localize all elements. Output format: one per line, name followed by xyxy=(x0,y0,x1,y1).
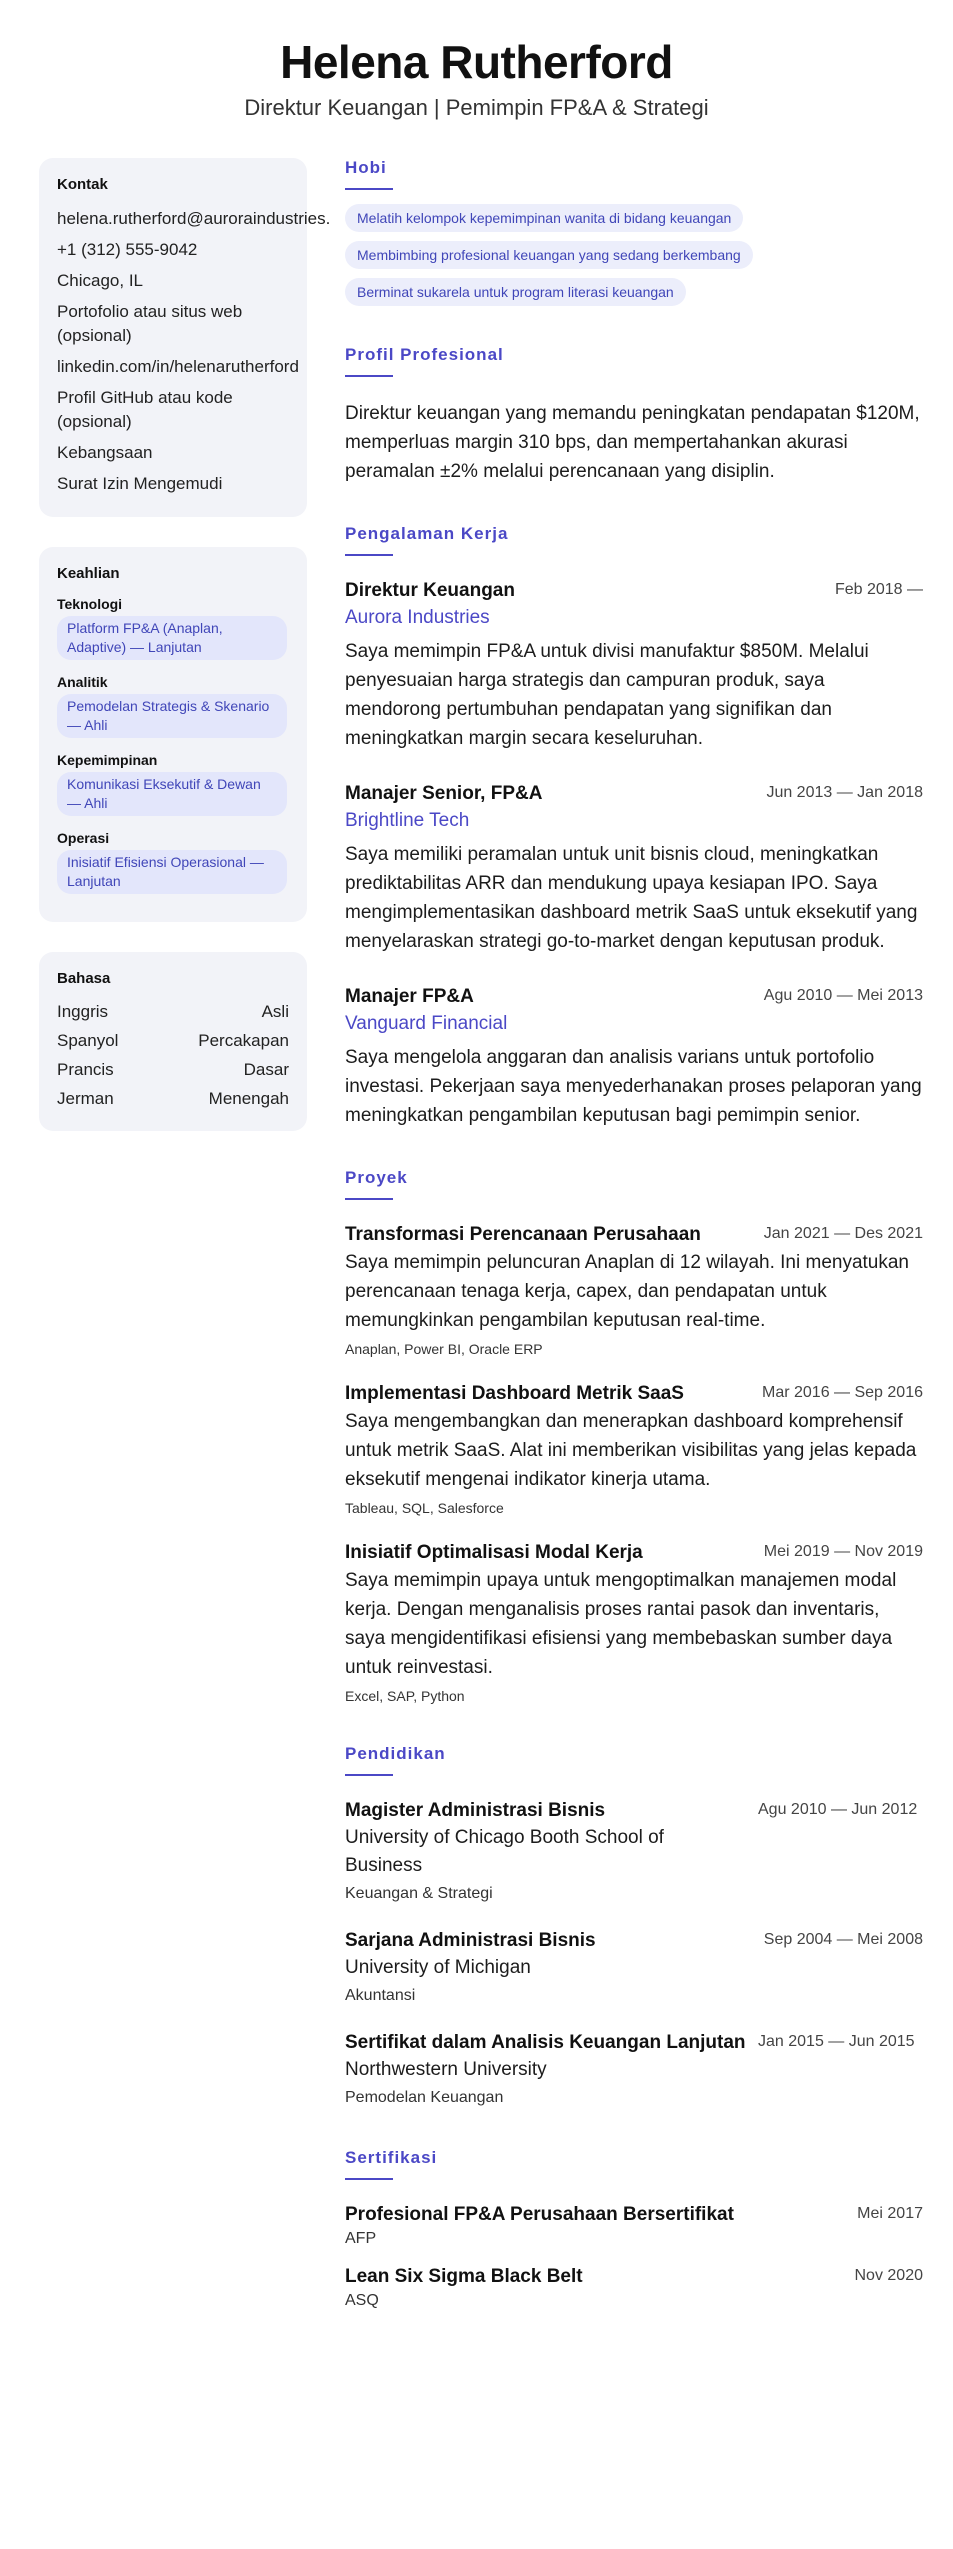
candidate-headline: Direktur Keuangan | Pemimpin FP&A & Strategi xyxy=(244,95,709,120)
education-dates: Jan 2015 — Jun 2015 xyxy=(758,2033,915,2050)
certification-name: Profesional FP&A Perusahaan Bersertifikat xyxy=(345,2204,734,2225)
section-title: Sertifikasi xyxy=(345,2148,438,2167)
section-title: Profil Profesional xyxy=(345,345,504,364)
section-divider xyxy=(345,188,393,190)
language-level: Asli xyxy=(261,1002,289,1021)
skill-category: Operasi xyxy=(57,830,110,846)
education-entry xyxy=(345,1798,923,1906)
degree-title: Sarjana Administrasi Bisnis xyxy=(345,1930,596,1951)
certification-issuer: AFP xyxy=(345,2230,377,2247)
company-name: Brightline Tech xyxy=(345,810,470,831)
project-entry xyxy=(345,1381,923,1518)
skill-pill: Komunikasi Eksekutif & Dewan — Ahli xyxy=(57,772,287,816)
skill-group xyxy=(57,830,289,894)
language-name: Inggris xyxy=(57,1002,109,1021)
project-description: Saya memimpin upaya untuk mengoptimalkan manajemen modal kerja. Dengan menganalisis proses rantai pasok dan inventaris, saya mengidentifikasi efisiensi yang membebaskan sumber daya untuk reinvestasi. xyxy=(345,1570,897,1678)
experience-entry xyxy=(345,578,923,753)
contact-card xyxy=(39,158,331,517)
project-description: Saya memimpin peluncuran Anaplan di 12 wilayah. Ini menyatukan perencanaan tenaga kerja, capex, dan pendapatan untuk memungkinkan pengambilan keputusan real-time. xyxy=(345,1252,909,1331)
certification-date: Mei 2017 xyxy=(857,2205,923,2222)
skill-category: Teknologi xyxy=(57,596,123,612)
skill-pill: Inisiatif Efisiensi Operasional — Lanjutan xyxy=(57,850,287,894)
project-tools: Tableau, SQL, Salesforce xyxy=(345,1500,504,1516)
profile-section xyxy=(345,345,923,486)
language-level: Dasar xyxy=(243,1060,289,1079)
job-title: Manajer FP&A xyxy=(345,986,474,1007)
contact-license: Surat Izin Mengemudi xyxy=(57,474,223,493)
school-name: University of Michigan xyxy=(345,1957,531,1978)
project-dates: Mar 2016 — Sep 2016 xyxy=(762,1384,923,1401)
study-field: Akuntansi xyxy=(345,1987,416,2004)
contact-phone[interactable]: +1 (312) 555-9042 xyxy=(57,240,198,259)
school-name: University of Chicago Booth School of Business xyxy=(345,1827,664,1876)
project-entry xyxy=(345,1222,923,1359)
languages-card xyxy=(39,952,307,1131)
job-description: Saya memiliki peramalan untuk unit bisnis cloud, meningkatkan prediktabilitas ARR dan mendukung upaya kesiapan IPO. Saya mengimplementasikan dashboard metrik SaaS untuk eksekutif yang menyelaraskan strategi go-to-market dengan keputusan produk. xyxy=(345,844,918,952)
project-title: Implementasi Dashboard Metrik SaaS xyxy=(345,1383,684,1404)
job-description: Saya memimpin FP&A untuk divisi manufaktur $850M. Melalui penyesuaian harga strategis dan campuran produk, saya mendorong pertumbuhan pendapatan yang signifikan dan meningkatkan margin secara keseluruhan. xyxy=(345,641,869,749)
section-divider xyxy=(345,2178,393,2180)
skills-card xyxy=(39,547,307,922)
education-section xyxy=(345,1744,923,2110)
project-title: Inisiatif Optimalisasi Modal Kerja xyxy=(345,1542,643,1563)
degree-title: Sertifikat dalam Analisis Keuangan Lanjutan xyxy=(345,2032,746,2053)
skill-group xyxy=(57,596,289,660)
project-title: Transformasi Perencanaan Perusahaan xyxy=(345,1224,701,1245)
skill-category: Analitik xyxy=(57,674,108,690)
study-field: Keuangan & Strategi xyxy=(345,1885,493,1902)
job-title: Manajer Senior, FP&A xyxy=(345,783,543,804)
section-divider xyxy=(345,1774,393,1776)
hobby-tag: Berminat sukarela untuk program literasi keuangan xyxy=(345,278,686,306)
skill-pill: Pemodelan Strategis & Skenario — Ahli xyxy=(57,694,287,738)
certification-issuer: ASQ xyxy=(345,2292,379,2309)
project-entry xyxy=(345,1540,923,1706)
section-divider xyxy=(345,1198,393,1200)
language-row xyxy=(57,1088,289,1110)
education-entry xyxy=(345,2030,923,2110)
contact-github[interactable]: Profil GitHub atau kode (opsional) xyxy=(57,388,233,431)
education-dates: Sep 2004 — Mei 2008 xyxy=(763,1931,923,1948)
contact-title: Kontak xyxy=(57,176,108,193)
language-name: Spanyol xyxy=(57,1031,119,1050)
project-dates: Jan 2021 — Des 2021 xyxy=(763,1225,923,1242)
degree-title: Magister Administrasi Bisnis xyxy=(345,1800,606,1821)
skill-pill: Platform FP&A (Anaplan, Adaptive) — Lanjutan xyxy=(57,616,287,660)
section-divider xyxy=(345,375,393,377)
project-tools: Anaplan, Power BI, Oracle ERP xyxy=(345,1341,543,1357)
language-row xyxy=(57,1030,289,1052)
contact-linkedin[interactable]: linkedin.com/in/helenarutherford xyxy=(57,357,299,376)
study-field: Pemodelan Keuangan xyxy=(345,2089,504,2106)
hobbies-section xyxy=(345,158,923,315)
candidate-name: Helena Rutherford xyxy=(280,36,673,88)
job-dates: Jun 2013 — Jan 2018 xyxy=(766,784,923,801)
skills-title: Keahlian xyxy=(57,565,120,582)
education-dates: Agu 2010 — Jun 2012 xyxy=(758,1801,918,1818)
education-entry xyxy=(345,1928,923,2008)
project-tools: Excel, SAP, Python xyxy=(345,1688,465,1704)
section-title: Hobi xyxy=(345,158,387,177)
section-title: Pendidikan xyxy=(345,1744,446,1763)
skill-group xyxy=(57,674,289,738)
main-content xyxy=(345,158,923,2350)
section-title: Pengalaman Kerja xyxy=(345,524,509,543)
contact-location: Chicago, IL xyxy=(57,271,143,290)
job-description: Saya mengelola anggaran dan analisis varians untuk portofolio investasi. Pekerjaan saya menyederhanakan proses pelaporan yang meningkatkan pengambilan keputusan bagi pemimpin senior. xyxy=(345,1047,922,1126)
project-description: Saya mengembangkan dan menerapkan dashboard komprehensif untuk metrik SaaS. Alat ini memberikan visibilitas yang jelas kepada eksekutif mengenai indikator kinerja utama. xyxy=(345,1411,917,1490)
languages-title: Bahasa xyxy=(57,970,111,987)
experience-section xyxy=(345,524,923,1130)
language-name: Prancis xyxy=(57,1060,114,1079)
school-name: Northwestern University xyxy=(345,2059,547,2080)
job-title: Direktur Keuangan xyxy=(345,580,515,601)
company-name: Aurora Industries xyxy=(345,607,490,628)
sidebar xyxy=(39,158,331,1161)
language-row xyxy=(57,1001,289,1023)
skill-category: Kepemimpinan xyxy=(57,752,158,768)
certification-date: Nov 2020 xyxy=(854,2267,923,2284)
language-name: Jerman xyxy=(57,1089,114,1108)
language-row xyxy=(57,1059,289,1081)
project-dates: Mei 2019 — Nov 2019 xyxy=(763,1543,923,1560)
certification-entry xyxy=(345,2202,923,2250)
resume-header xyxy=(0,0,953,122)
profile-summary: Direktur keuangan yang memandu peningkatan pendapatan $120M, memperluas margin 310 bps, dan mempertahankan akurasi peramalan ±2% melalui perencanaan yang disiplin. xyxy=(345,403,920,482)
certifications-section xyxy=(345,2148,923,2312)
certification-entry xyxy=(345,2264,923,2312)
company-name: Vanguard Financial xyxy=(345,1013,508,1034)
experience-entry xyxy=(345,984,923,1130)
section-divider xyxy=(345,554,393,556)
contact-portfolio[interactable]: Portofolio atau situs web (opsional) xyxy=(57,302,243,345)
language-level: Percakapan xyxy=(198,1031,289,1050)
projects-section xyxy=(345,1168,923,1706)
hobby-tag: Melatih kelompok kepemimpinan wanita di bidang keuangan xyxy=(345,204,743,232)
job-dates: Agu 2010 — Mei 2013 xyxy=(763,987,923,1004)
hobby-tag: Membimbing profesional keuangan yang sedang berkembang xyxy=(345,241,753,269)
section-title: Proyek xyxy=(345,1168,408,1187)
skill-group xyxy=(57,752,289,816)
language-level: Menengah xyxy=(208,1089,289,1108)
job-dates: Feb 2018 — xyxy=(834,581,923,598)
certification-name: Lean Six Sigma Black Belt xyxy=(345,2266,583,2287)
contact-nationality: Kebangsaan xyxy=(57,443,153,462)
experience-entry xyxy=(345,781,923,956)
contact-email[interactable]: helena.rutherford@aurorai​ndustries. xyxy=(57,209,331,228)
